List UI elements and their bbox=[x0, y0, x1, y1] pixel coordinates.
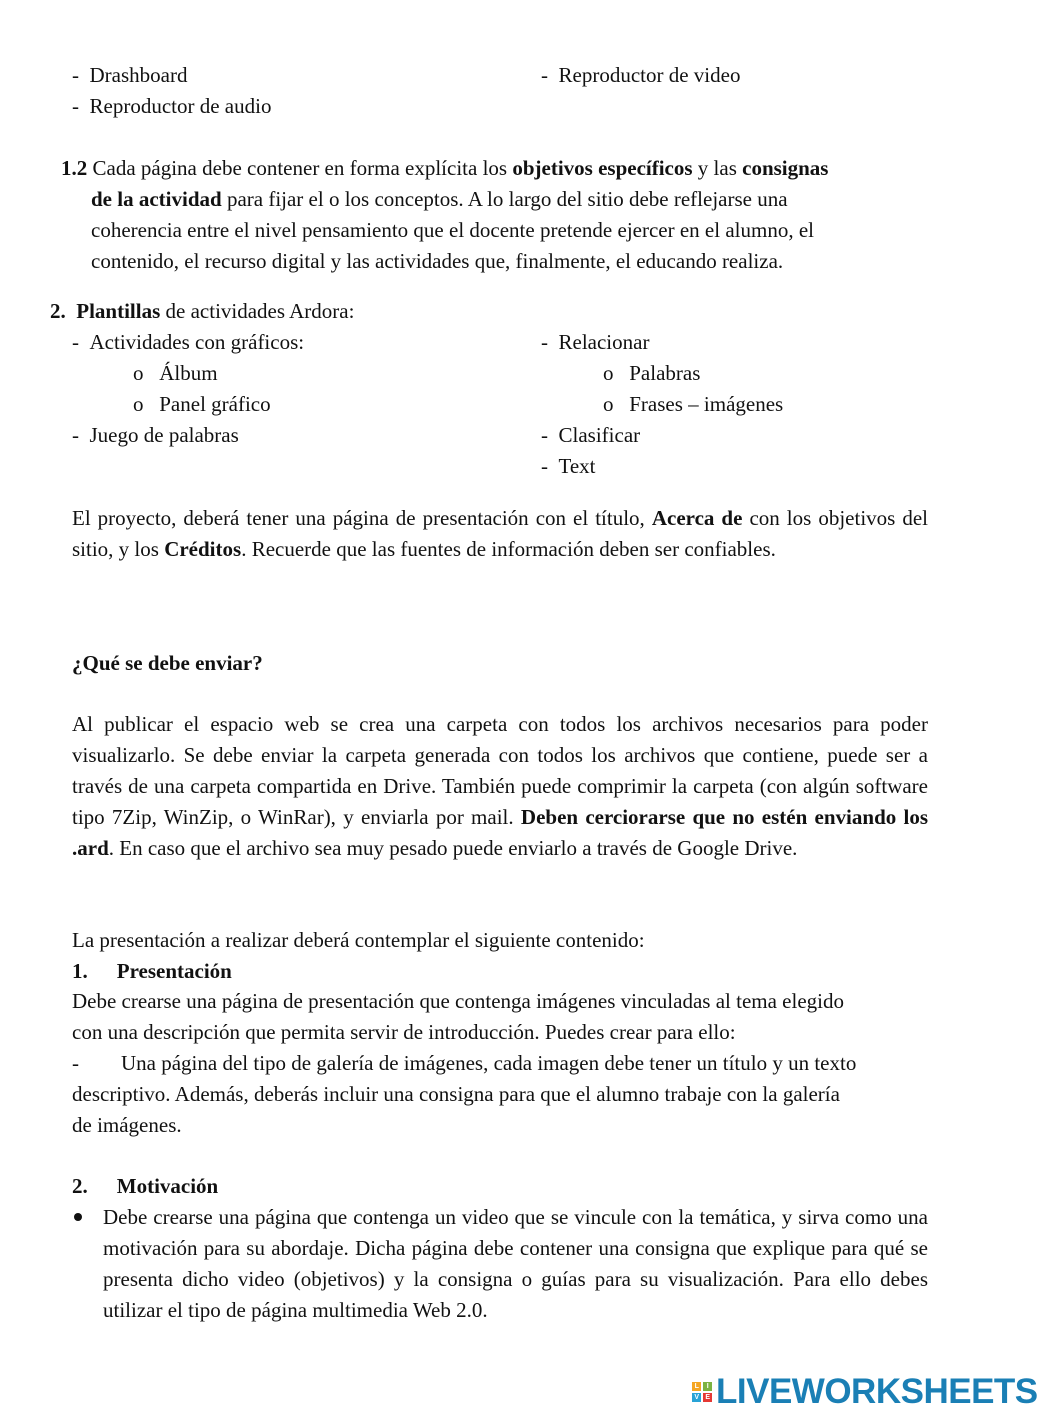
presentacion-heading bbox=[72, 956, 232, 987]
list-item-label: Juego de palabras bbox=[89, 423, 239, 447]
sub-list-item: o Frases – imágenes bbox=[603, 392, 784, 416]
top-list-item-label: Drashboard bbox=[89, 63, 188, 87]
motivacion-paragraph: Debe crearse una página que contenga un video que se vincule con la temática, y sirva como una motivación para su abordaje. Dicha página debe contener una consigna que explique para qué se presenta dicho video (objetivos) y la consigna o guías para su visualización. Para ello debes utilizar el tipo de página multimedia Web 2.0. bbox=[103, 1205, 928, 1322]
text: de actividades Ardora: bbox=[165, 299, 355, 323]
sub-list-item: o Álbum bbox=[133, 361, 218, 385]
text: Una página del tipo de galería de imágenes, cada imagen debe tener un título y un texto bbox=[121, 1051, 857, 1075]
content-intro: La presentación a realizar deberá contemplar el siguiente contenido: bbox=[72, 928, 645, 952]
section-number: 1. bbox=[72, 959, 88, 983]
bold-text: consignas bbox=[742, 156, 829, 180]
logo-mark-letter: V bbox=[692, 1393, 701, 1402]
logo-text: LIVEWORKSHEETS bbox=[716, 1372, 1038, 1411]
list-item-label: Clasificar bbox=[558, 423, 641, 447]
presentacion-line: descriptivo. Además, deberás incluir una consigna para que el alumno trabaje con la galería bbox=[72, 1082, 840, 1106]
bullet-icon bbox=[74, 1213, 82, 1221]
text: con los objetivos del sitio, y los bbox=[72, 506, 929, 561]
sub-list-item-label: Álbum bbox=[159, 361, 218, 385]
section-1-2-line1 bbox=[61, 153, 828, 184]
section-number: 2. bbox=[50, 299, 66, 323]
bold-text: Acerca de bbox=[651, 506, 743, 530]
logo-mark-letter: I bbox=[703, 1382, 712, 1391]
text: Cada página debe contener en forma explícita los bbox=[92, 156, 508, 180]
sub-list-item-label: Palabras bbox=[629, 361, 701, 385]
sub-list-item-label: Frases – imágenes bbox=[629, 392, 784, 416]
send-heading: ¿Qué se debe enviar? bbox=[72, 651, 263, 675]
presentacion-dash-line: - Una página del tipo de galería de imágenes, cada imagen debe tener un título y un texto bbox=[72, 1051, 857, 1075]
section-2-heading bbox=[50, 296, 354, 327]
list-item: - Text bbox=[541, 454, 596, 478]
liveworksheets-logo bbox=[692, 1372, 1038, 1412]
project-paragraph bbox=[72, 503, 928, 565]
text: . Recuerde que las fuentes de información deben ser confiables. bbox=[241, 537, 776, 561]
list-item: - Clasificar bbox=[541, 423, 641, 447]
list-item: - Relacionar bbox=[541, 330, 650, 354]
top-list-item: - Reproductor de audio bbox=[72, 94, 272, 118]
bold-text: Créditos bbox=[164, 537, 242, 561]
sub-list-item-label: Panel gráfico bbox=[159, 392, 271, 416]
text: y las bbox=[697, 156, 737, 180]
sub-list-item: o Palabras bbox=[603, 361, 701, 385]
list-item-label: Text bbox=[558, 454, 596, 478]
presentacion-line: de imágenes. bbox=[72, 1113, 182, 1137]
top-list-item-label: Reproductor de audio bbox=[89, 94, 272, 118]
bold-text: de la actividad bbox=[91, 187, 222, 211]
motivacion-heading bbox=[72, 1171, 218, 1202]
sub-list-item: o Panel gráfico bbox=[133, 392, 271, 416]
section-title: Motivación bbox=[116, 1174, 219, 1198]
text: Al publicar el espacio web se crea una carpeta con todos los archivos necesarios para poder visualizarlo. Se debe enviar la carpeta generada con todos los archivos que contiene, puede ser a través de una carpeta compartida en Drive. También puede comprimir la carpeta (con algún software tipo 7Zip, WinZip, o WinRar), y enviarla por mail. bbox=[72, 712, 928, 829]
presentacion-line: con una descripción que permita servir de introducción. Puedes crear para ello: bbox=[72, 1020, 736, 1044]
logo-mark-icon bbox=[692, 1382, 712, 1402]
top-list-item-label: Reproductor de video bbox=[558, 63, 741, 87]
section-1-2-line4: contenido, el recurso digital y las actividades que, finalmente, el educando realiza. bbox=[91, 249, 784, 273]
list-item-label: Relacionar bbox=[558, 330, 650, 354]
bold-text: Plantillas bbox=[76, 299, 161, 323]
text: El proyecto, deberá tener una página de presentación con el título, bbox=[72, 506, 645, 530]
section-1-2-line2 bbox=[91, 184, 788, 215]
section-1-2-line3: coherencia entre el nivel pensamiento que el docente pretende ejercer en el alumno, el bbox=[91, 218, 814, 242]
section-title: Presentación bbox=[116, 959, 232, 983]
send-paragraph bbox=[72, 709, 928, 864]
logo-mark-letter: L bbox=[692, 1382, 701, 1391]
top-list-item: - Reproductor de video bbox=[541, 63, 741, 87]
text: para fijar el o los conceptos. A lo largo del sitio debe reflejarse una bbox=[226, 187, 788, 211]
section-number: 1.2 bbox=[61, 156, 88, 180]
list-item-label: Actividades con gráficos: bbox=[89, 330, 305, 354]
bold-text: objetivos específicos bbox=[512, 156, 693, 180]
bold-text: Deben cerciorarse que no estén enviando los .ard bbox=[72, 805, 929, 860]
list-item: - Actividades con gráficos: bbox=[72, 330, 305, 354]
logo-mark-letter: E bbox=[703, 1393, 712, 1402]
presentacion-line: Debe crearse una página de presentación que contenga imágenes vinculadas al tema elegido bbox=[72, 989, 844, 1013]
section-number: 2. bbox=[72, 1174, 88, 1198]
top-list-item: - Drashboard bbox=[72, 63, 188, 87]
list-item: - Juego de palabras bbox=[72, 423, 239, 447]
text: . En caso que el archivo sea muy pesado puede enviarlo a través de Google Drive. bbox=[108, 836, 798, 860]
